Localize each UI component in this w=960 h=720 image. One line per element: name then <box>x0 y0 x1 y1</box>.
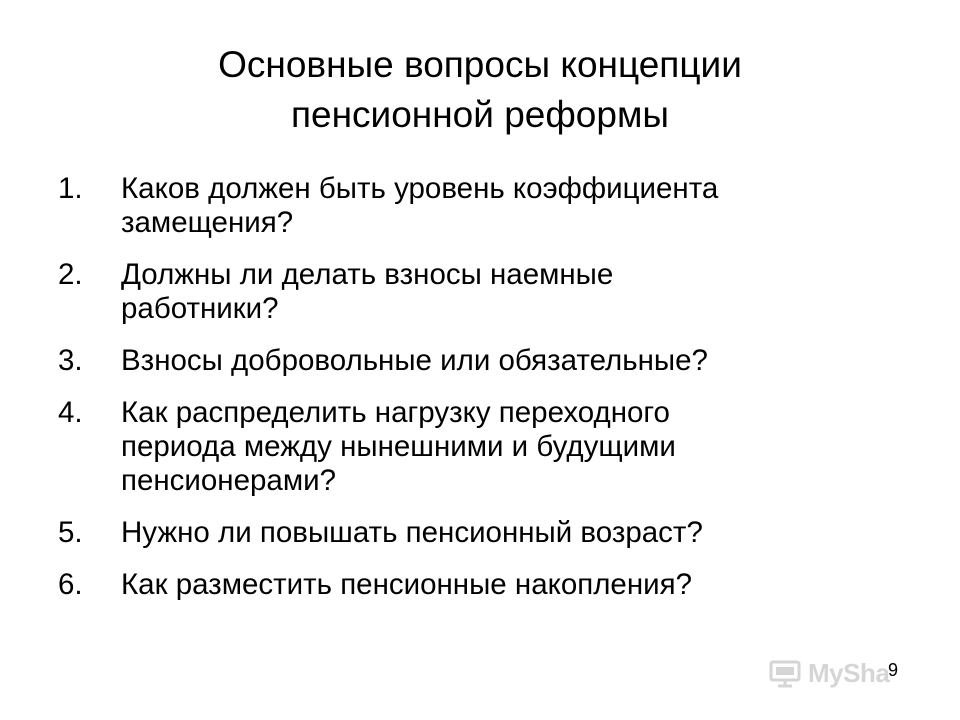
list-item <box>58 258 918 326</box>
item-text-line: Каков должен быть уровень коэффициента <box>121 172 719 205</box>
item-text-line: Как распределить нагрузку переходного <box>121 396 670 429</box>
item-text-line: Как разместить пенсионные накопления? <box>121 568 692 601</box>
watermark <box>768 656 889 690</box>
item-number: 3. <box>58 344 83 377</box>
item-number: 5. <box>58 516 83 549</box>
item-text-line: Взносы добровольные или обязательные? <box>121 344 708 377</box>
item-text-line: пенсионерами? <box>121 464 336 497</box>
slide-title-line: Основные вопросы концепции <box>218 44 742 85</box>
item-text-line: периода между нынешними и будущими <box>121 430 676 463</box>
list-item <box>58 396 918 498</box>
item-text <box>121 568 918 602</box>
item-text <box>121 172 918 240</box>
item-text-line: Должны ли делать взносы наемные <box>121 258 614 291</box>
list-item <box>58 172 918 240</box>
slide-title <box>110 40 850 140</box>
slide-title-line: пенсионной реформы <box>291 94 669 135</box>
item-text <box>121 516 918 550</box>
questions-list <box>58 172 918 620</box>
presentation-screen-icon <box>768 658 802 688</box>
item-number: 1. <box>58 172 83 205</box>
item-number: 4. <box>58 396 83 429</box>
list-item <box>58 344 918 378</box>
item-text-line: работники? <box>121 292 279 325</box>
watermark-text: MySha <box>808 657 890 688</box>
item-text <box>121 396 918 498</box>
item-text-line: замещения? <box>121 206 294 239</box>
item-number: 6. <box>58 568 83 601</box>
list-item <box>58 516 918 550</box>
item-text-line: Нужно ли повышать пенсионный возраст? <box>121 516 703 549</box>
list-item <box>58 568 918 602</box>
item-number: 2. <box>58 258 83 291</box>
item-text <box>121 258 918 326</box>
page-number: 9 <box>888 660 899 680</box>
item-text <box>121 344 918 378</box>
